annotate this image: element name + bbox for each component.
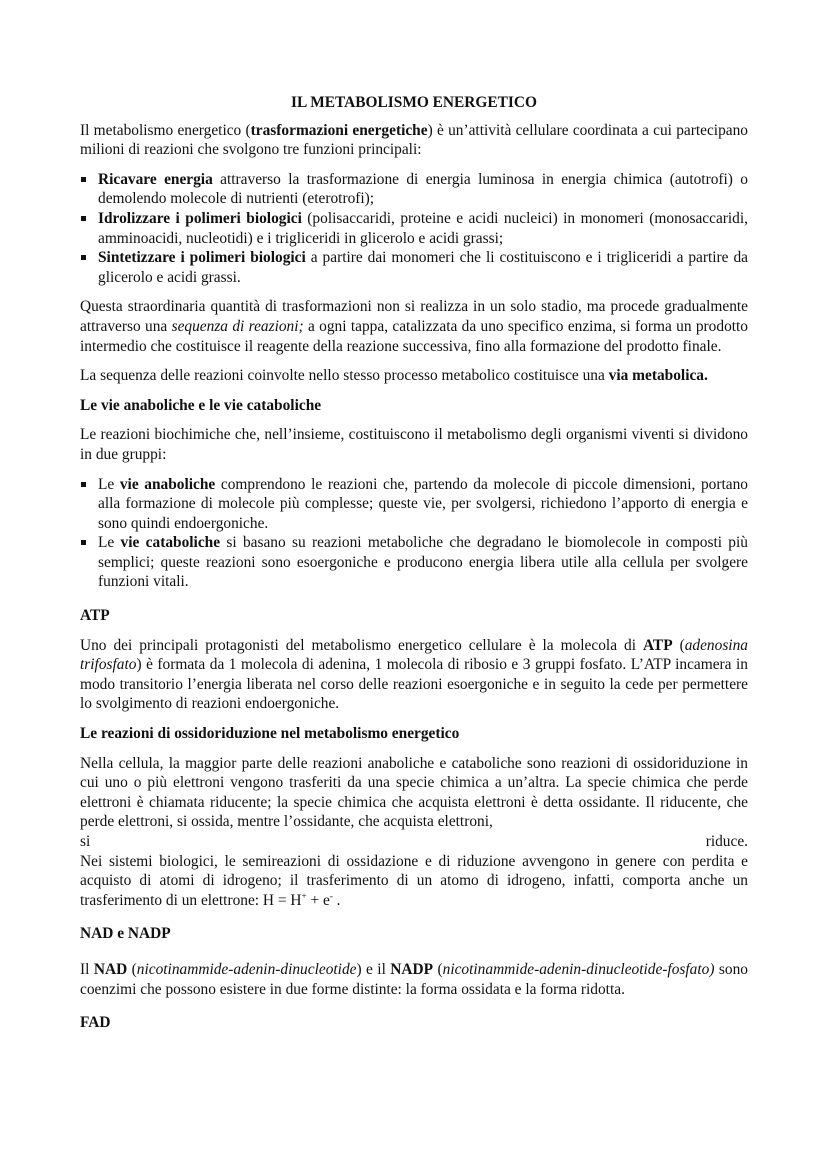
- bold-text: Ricavare energia: [98, 170, 213, 188]
- superscript: +: [301, 890, 307, 901]
- italic-text: nicotinammide-adenin-dinucleotide: [136, 960, 357, 978]
- list-item: [80, 209, 748, 248]
- italic-text: sequenza di reazioni;: [171, 317, 304, 335]
- nad-paragraph: [80, 960, 748, 999]
- pathway-paragraph: [80, 366, 748, 386]
- text: a ogni tappa, catalizzata da uno specifico enzima, si forma un prodotto intermedio che costituisce il reagente della reazione successiva, fino alla formazione del prodotto finale.: [80, 317, 749, 355]
- heading-redox: Le reazioni di ossidoriduzione nel metabolismo energetico: [80, 725, 460, 743]
- sequence-paragraph: [80, 297, 748, 356]
- vie-intro: Le reazioni biochimiche che, nell’insieme, costituiscono il metabolismo degli organismi viventi si dividono in due gruppi:: [80, 426, 748, 463]
- text: Nella cellula, la maggior parte delle reazioni anaboliche e cataboliche sono reazioni di ossidoriduzione in cui uno o più elettroni vengono trasferiti da una specie chimica a un’altra. La specie chimica che perde elettroni è chiamata riducente; la specie chimica che acquista elettroni è detta ossidante. Il riducente, che perde elettroni, si ossida, mentre l’ossidante, che acquista elettroni,: [80, 754, 748, 831]
- vie-list: [80, 475, 748, 593]
- text: sono coenzimi che possono esistere in due forme distinte: la forma ossidata e la forma ridotta.: [80, 960, 748, 998]
- functions-list: [80, 170, 748, 288]
- redox-paragraph: [80, 754, 748, 832]
- text: (: [433, 960, 443, 978]
- text: Il metabolismo energetico (: [80, 121, 251, 139]
- bold-text: ATP: [642, 636, 673, 654]
- text: (: [127, 960, 137, 978]
- redox-line: si riduce.: [80, 833, 748, 850]
- text: ) è un’attività cellulare coordinata a cui partecipano milioni di reazioni che svolgono tre funzioni principali:: [80, 121, 748, 159]
- text: (: [672, 636, 685, 654]
- text: attraverso la trasformazione di energia luminosa in energia chimica (autotrofi) o demolendo molecole di nutrienti (eterotrofi);: [98, 170, 748, 208]
- text: Questa straordinaria quantità di trasformazioni non si realizza in un solo stadio, ma procede gradualmente attraverso una: [80, 298, 748, 335]
- heading-vie: Le vie anaboliche e le vie cataboliche: [80, 396, 322, 414]
- heading-nad: NAD e NADP: [80, 925, 171, 943]
- superscript: -: [329, 890, 333, 901]
- text: + e: [306, 891, 330, 909]
- list-item: [80, 475, 748, 534]
- text: ) è formata da 1 molecola di adenina, 1 molecola di ribosio e 3 gruppi fosfato. L’ATP incamera in modo transitorio l’energia liberata nel corso delle reazioni esoergoniche e in seguito la cede per permettere lo svolgimento di reazioni endoergoniche.: [80, 656, 748, 713]
- text: Il: [80, 960, 94, 978]
- bold-text: vie cataboliche: [120, 534, 221, 552]
- list-item: [80, 170, 748, 209]
- bold-text: Sintetizzare i polimeri biologici: [98, 249, 306, 267]
- heading-fad: FAD: [80, 1014, 111, 1032]
- bold-text: NADP: [390, 960, 434, 978]
- page-title: IL METABOLISMO ENERGETICO: [290, 94, 538, 111]
- text: .: [332, 891, 341, 909]
- document-page: [80, 93, 748, 1043]
- text: si basano su reazioni metaboliche che degradano le biomolecole in composti più semplici; queste reazioni sono esoergoniche e producono energia libera utile alla cellula per svolgere funzioni vitali.: [98, 534, 748, 591]
- list-item: [80, 533, 748, 592]
- text: Le: [98, 534, 121, 552]
- bold-text: NAD: [93, 960, 128, 978]
- text: a partire dai monomeri che li costituiscono e i trigliceridi a partire da glicerolo e acidi grassi.: [98, 249, 748, 286]
- bold-text: vie anaboliche: [119, 475, 216, 493]
- text: La sequenza delle reazioni coinvolte nello stesso processo metabolico costituisce una: [80, 367, 609, 385]
- list-item: [80, 248, 748, 287]
- bold-text: Idrolizzare i polimeri biologici: [98, 209, 302, 227]
- text: Le: [98, 475, 120, 493]
- redox-paragraph-2: [80, 852, 748, 911]
- text: ) e il: [356, 960, 391, 978]
- bold-text: trasformazioni energetiche: [250, 121, 428, 139]
- intro-paragraph: [80, 121, 748, 160]
- bold-text: via metabolica.: [608, 367, 708, 385]
- italic-text: adenosina trifosfato: [80, 636, 748, 674]
- heading-atp: ATP: [80, 607, 110, 625]
- text: Uno dei principali protagonisti del metabolismo energetico cellulare è la molecola di: [80, 636, 643, 654]
- atp-paragraph: [80, 636, 748, 714]
- text: Nei sistemi biologici, le semireazioni di ossidazione e di riduzione avvengono in genere con perdita e acquisto di atomi di idrogeno; il trasferimento di un atomo di idrogeno, infatti, comporta anche un trasferimento di un elettrone: H = H: [80, 852, 748, 909]
- text: (polisaccaridi, proteine e acidi nucleici) in monomeri (monosaccaridi, amminoacidi, nucleotidi) e i trigliceridi in glicerolo e acidi grassi;: [98, 209, 748, 247]
- text: comprendono le reazioni che, partendo da molecole di piccole dimensioni, portano alla formazione di molecole più complesse; queste vie, per svolgersi, richiedono l’apporto di energia e sono quindi endoergoniche.: [98, 475, 748, 532]
- italic-text: nicotinammide-adenin-dinucleotide-fosfato): [442, 960, 715, 978]
